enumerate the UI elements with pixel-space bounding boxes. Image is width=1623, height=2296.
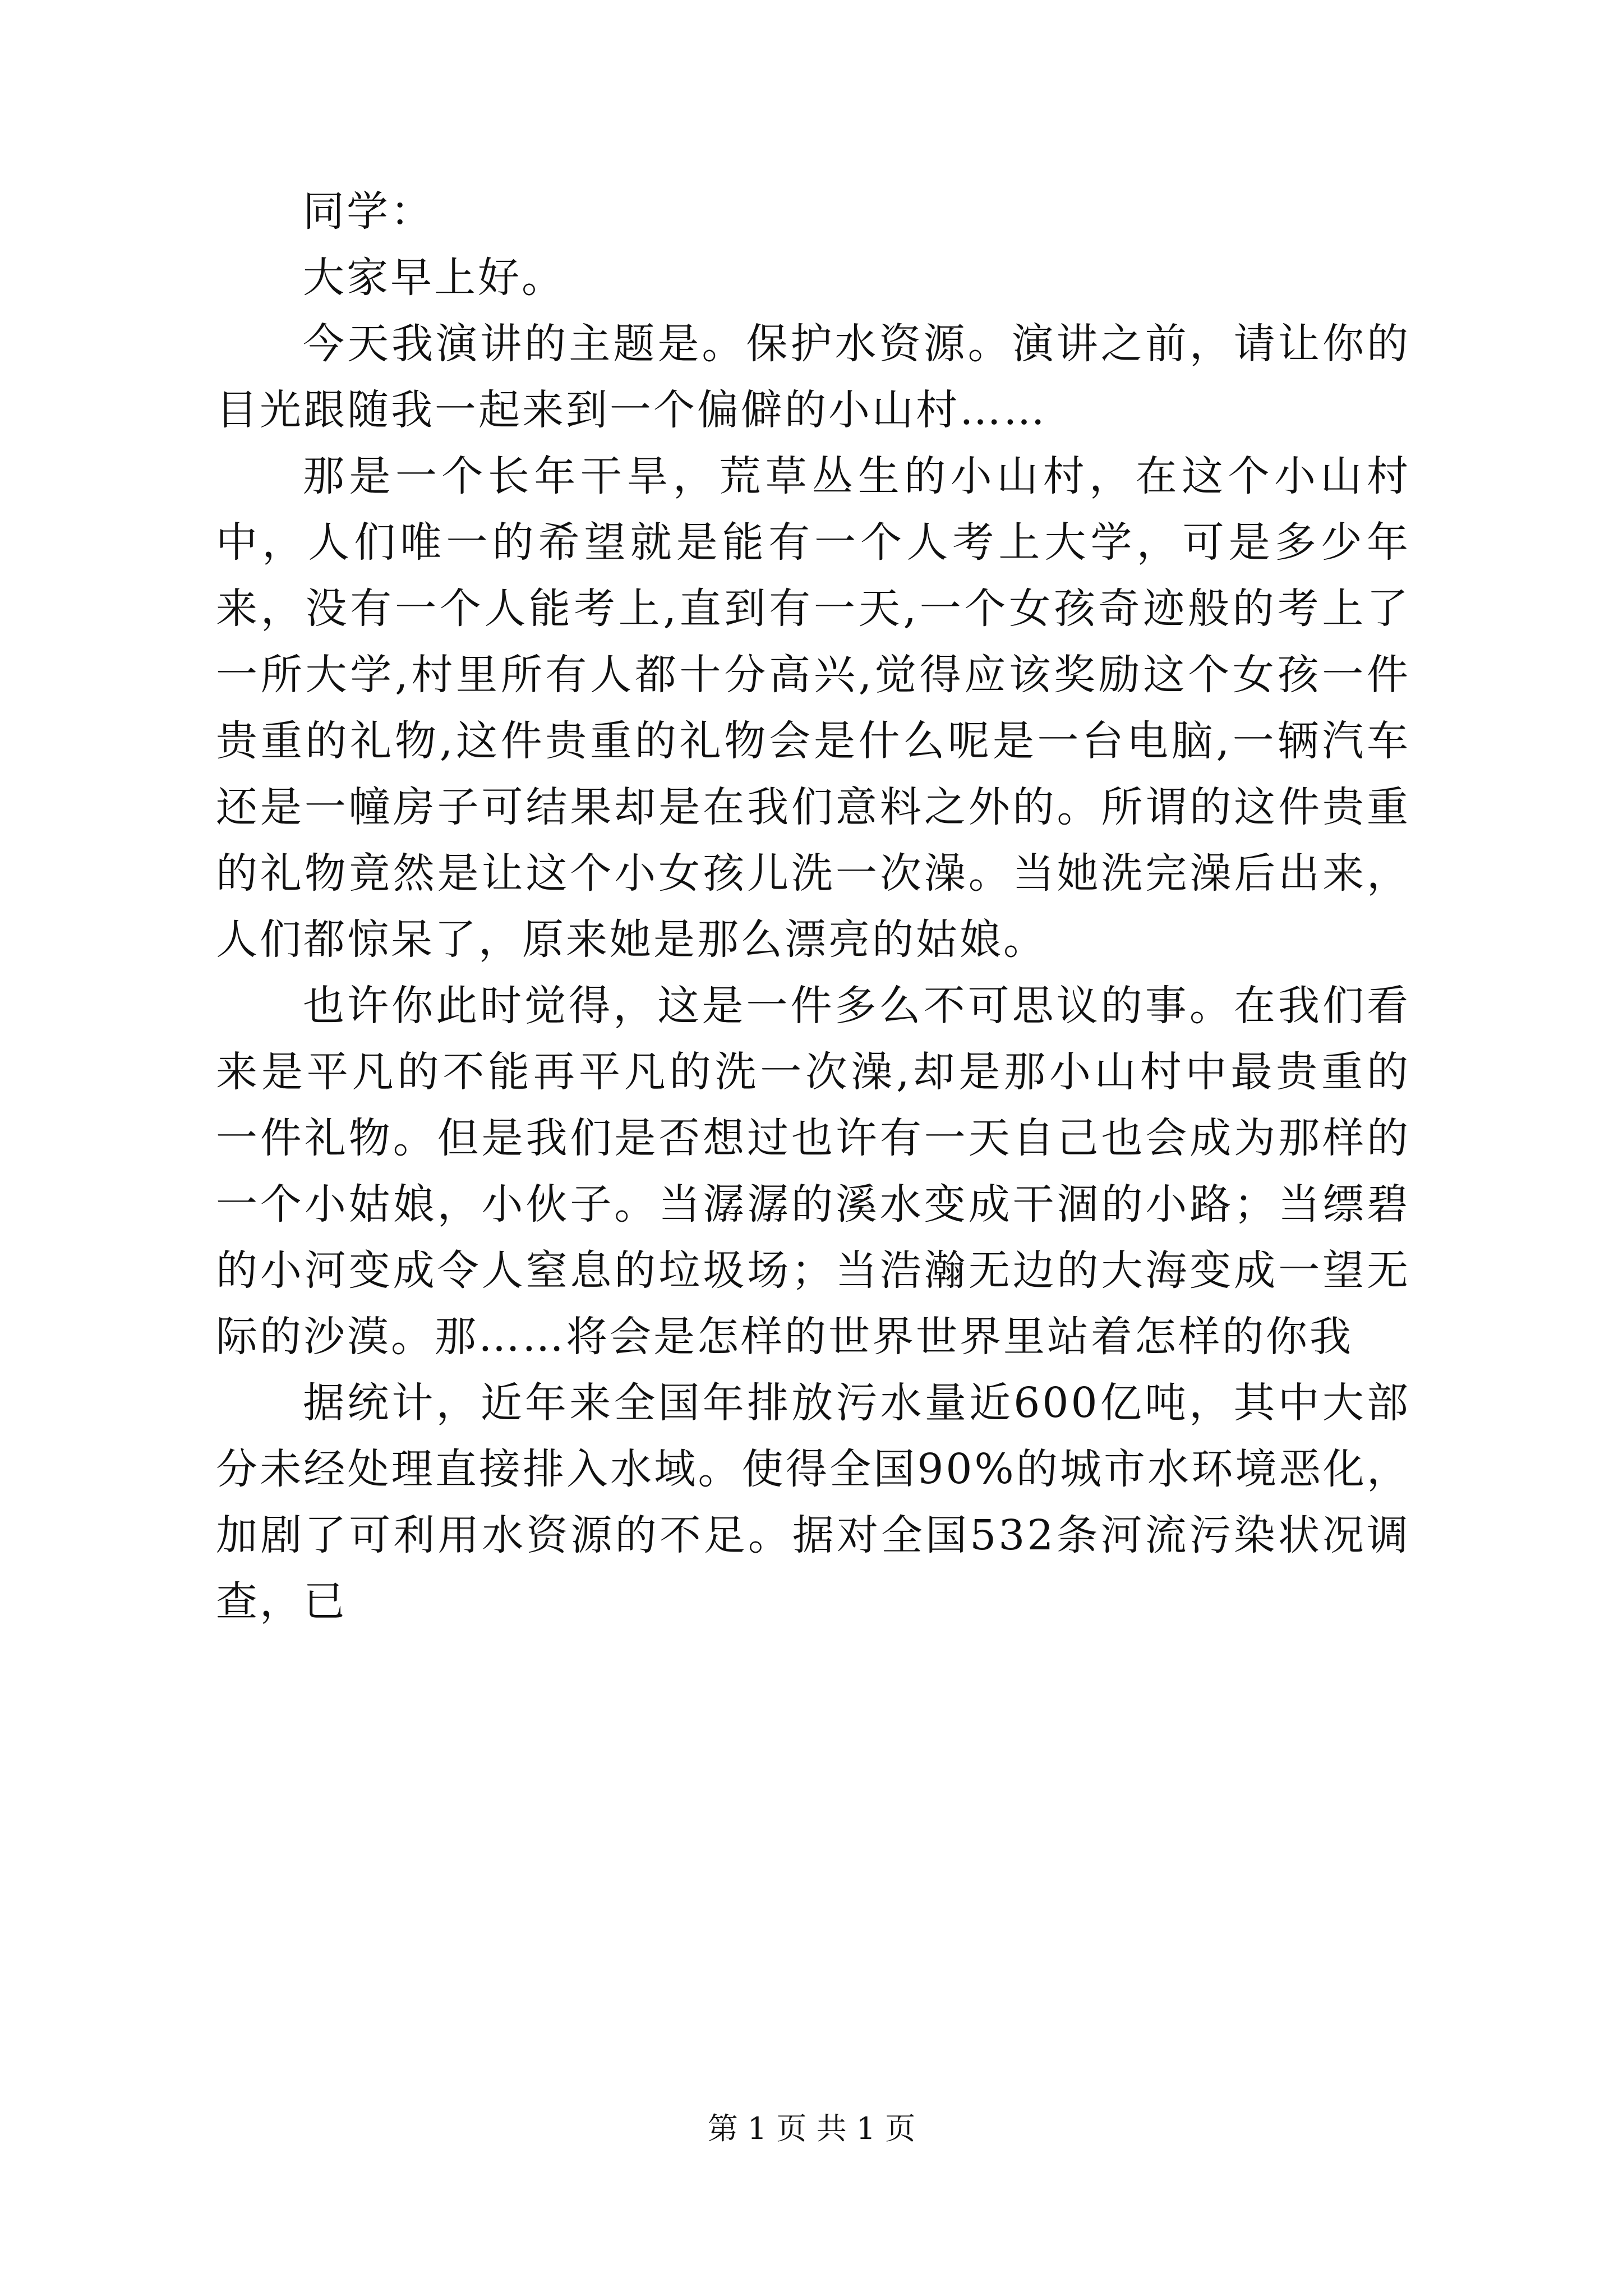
morning-greeting-paragraph: 大家早上好。	[303, 254, 565, 302]
reflection-paragraph: 也许你此时觉得，这是一件多么不可思议的事。在我们看来是平凡的不能再平凡的洗一次澡,却是那小山村中最贵重的一件礼物。但是我们是否想过也许有一天自己也会成为那样的一个小姑娘，小伙子。当潺潺的溪水变成干涸的小路；当缥碧的小河变成令人窒息的垃圾场；当浩瀚无边的大海变成一望无际的沙漠。那……将会是怎样的世界世界里站着怎样的你我	[216, 982, 1410, 1361]
greeting-paragraph: 同学：	[303, 187, 434, 236]
page-footer: 第 1 页 共 1 页	[707, 2111, 916, 2146]
story-paragraph: 那是一个长年干旱，荒草丛生的小山村，在这个小山村中，人们唯一的希望就是能有一个人考上大学，可是多少年来，没有一个人能考上,直到有一天,一个女孩奇迹般的考上了一所大学,村里所有人都十分高兴,觉得应该奖励这个女孩一件贵重的礼物,这件贵重的礼物会是什么呢是一台电脑,一辆汽车还是一幢房子可结果却是在我们意料之外的。所谓的这件贵重的礼物竟然是让这个小女孩儿洗一次澡。当她洗完澡后出来，人们都惊呆了，原来她是那么漂亮的姑娘。	[216, 452, 1410, 964]
document-body	[216, 178, 1410, 1635]
topic-paragraph: 今天我演讲的主题是。保护水资源。演讲之前，请让你的目光跟随我一起来到一个偏僻的小山村……	[216, 320, 1410, 434]
statistics-paragraph: 据统计，近年来全国年排放污水量近600亿吨，其中大部分未经处理直接排入水域。使得全国90%的城市水环境恶化，加剧了可利用水资源的不足。据对全国532条河流污染状况调查，已	[216, 1379, 1410, 1626]
